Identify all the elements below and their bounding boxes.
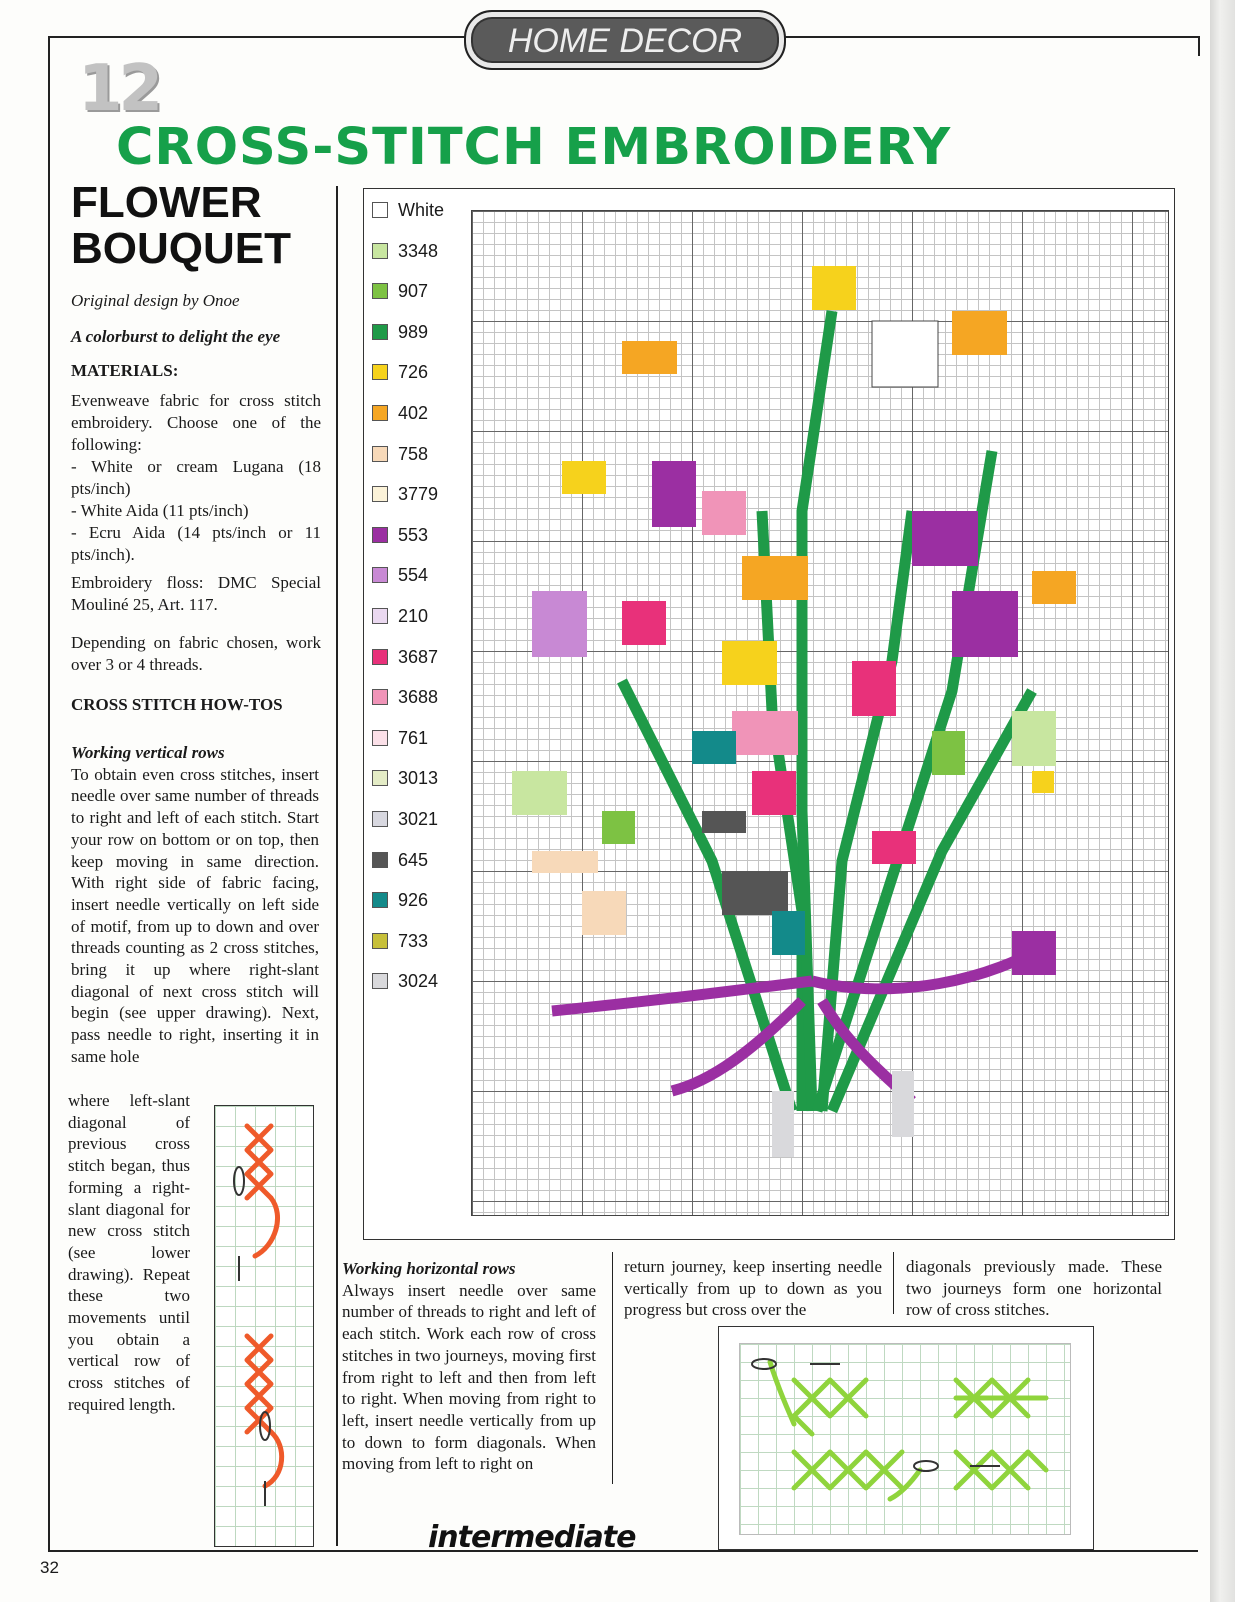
legend-color-swatch (372, 324, 388, 340)
legend-color-swatch (372, 486, 388, 502)
legend-item (372, 281, 428, 303)
legend-color-swatch (372, 973, 388, 989)
legend-label: 645 (398, 849, 429, 870)
threads-note: Depending on fabric chosen, work over 3 or 4 threads. (71, 633, 321, 674)
vertical-stitch-drawing (214, 1105, 314, 1547)
cross-stitch-pattern-grid (471, 210, 1169, 1216)
legend-item (372, 241, 438, 263)
text-column-divider (612, 1252, 613, 1484)
left-column (71, 290, 321, 724)
legend-item (372, 403, 428, 425)
legend-color-swatch (372, 649, 388, 665)
legend-color-swatch (372, 567, 388, 583)
design-credit: Original design by Onoe (71, 291, 240, 310)
legend-color-swatch (372, 283, 388, 299)
legend-label: 761 (398, 727, 429, 748)
legend-color-swatch (372, 730, 388, 746)
legend-item (372, 850, 428, 872)
legend-color-swatch (372, 243, 388, 259)
materials-option: - Ecru Aida (14 pts/inch or 11 pts/inch). (71, 523, 321, 564)
howtos-heading: CROSS STITCH HOW-TOS (71, 695, 283, 714)
legend-item (372, 971, 438, 993)
legend-label: 726 (398, 362, 429, 383)
section-tab-label: HOME DECOR (507, 22, 743, 60)
legend-item (372, 931, 428, 953)
page-title: CROSS-STITCH EMBROIDERY (116, 118, 952, 177)
legend-label: 3021 (398, 809, 439, 829)
project-number: 12 (78, 52, 160, 126)
legend-item (372, 768, 438, 790)
legend-item (372, 809, 438, 831)
legend-label: 907 (398, 281, 429, 302)
legend-item (372, 322, 428, 344)
legend-item (372, 687, 438, 709)
legend-color-swatch (372, 933, 388, 949)
section-tab (464, 10, 786, 70)
legend-item (372, 647, 438, 669)
legend-item (372, 890, 428, 912)
legend-color-swatch (372, 202, 388, 218)
legend-label: 926 (398, 890, 429, 911)
legend-item (372, 565, 428, 587)
legend-label: 553 (398, 524, 429, 545)
column-divider (336, 186, 338, 1546)
floss-note: Embroidery floss: DMC Special Mouliné 25, Art. 117. (71, 573, 321, 614)
legend-label: 3348 (398, 240, 439, 261)
horizontal-rows-text-end: diagonals previously made. These two journeys form one horizontal row of cross stitches. (906, 1257, 1162, 1320)
legend-color-swatch (372, 689, 388, 705)
materials-heading: MATERIALS: (71, 361, 179, 380)
horizontal-stitch-drawing (718, 1326, 1094, 1550)
legend-item (372, 728, 428, 750)
legend-color-swatch (372, 852, 388, 868)
horizontal-rows-section (342, 1258, 596, 1475)
materials-intro: Evenweave fabric for cross stitch embroidery. Choose one of the following: (71, 391, 321, 454)
project-name-line2: BOUQUET (71, 224, 291, 273)
horizontal-rows-text-cont: return journey, keep inserting needle vertically from up to down as you progress but cross over the (624, 1257, 882, 1320)
legend-color-swatch (372, 364, 388, 380)
vertical-rows-heading: Working vertical rows (71, 743, 225, 762)
legend-label: 402 (398, 403, 429, 423)
frame-left-rule (48, 36, 50, 1552)
project-name (71, 180, 311, 272)
legend-color-swatch (372, 892, 388, 908)
legend-label: 3024 (398, 971, 439, 992)
vertical-rows-section (71, 742, 319, 1068)
legend-color-swatch (372, 608, 388, 624)
horizontal-rows-text: Always insert needle over same number of threads to right and left of each stitch. Work each row of cross stitches in two journeys, moving first from right to left and then from left to right. When moving from right to left, insert needle vertically from up to down to form diagonals. When moving from left to right on (342, 1280, 596, 1474)
legend-item (372, 484, 438, 506)
legend-label: 3779 (398, 484, 439, 505)
legend-item (372, 525, 428, 547)
page-edge (1210, 0, 1235, 1602)
materials-option: - White or cream Lugana (18 pts/inch) (71, 457, 321, 498)
legend-label: 989 (398, 321, 429, 342)
legend-item (372, 444, 428, 466)
vertical-rows-text-cont: where left-slant diagonal of previous cross stitch began, thus forming a right-slant diagonal for new cross stitch (see lower drawing). Repeat these two movements until you obtain a vertical row of cross stitches of required length. (68, 1091, 190, 1414)
legend-color-swatch (372, 527, 388, 543)
legend-color-swatch (372, 811, 388, 827)
legend-label: 3013 (398, 768, 439, 789)
legend-color-swatch (372, 770, 388, 786)
legend-color-swatch (372, 446, 388, 462)
stitch-drawing-grid (739, 1343, 1071, 1535)
legend-label: 758 (398, 443, 429, 464)
flower-bouquet-pattern (472, 211, 1168, 1215)
skill-level-badge: intermediate (428, 1520, 636, 1555)
page-number: 32 (40, 1558, 59, 1577)
frame-right-rule (1198, 36, 1200, 56)
legend-label: White (398, 200, 445, 220)
legend-label: 3687 (398, 646, 439, 667)
text-column-divider (893, 1252, 894, 1314)
horizontal-rows-heading: Working horizontal rows (342, 1259, 516, 1278)
legend-color-swatch (372, 405, 388, 421)
legend-label: 733 (398, 930, 429, 951)
legend-item (372, 606, 428, 628)
tagline: A colorburst to delight the eye (71, 327, 281, 346)
materials-option: - White Aida (11 pts/inch) (71, 501, 249, 520)
legend-item (372, 362, 428, 384)
legend-label: 554 (398, 565, 429, 586)
legend-item (372, 200, 444, 222)
legend-label: 210 (398, 606, 429, 626)
legend-label: 3688 (398, 687, 439, 708)
project-name-line1: FLOWER (71, 178, 262, 227)
vertical-rows-text: To obtain even cross stitches, insert needle over same number of threads to right and left of each stitch. Start your row on bottom or on top, then keep moving in same direction. With right side of fabric facing, insert needle vertically on left side of motif, from up to down and over threads counting as 2 cross stitches, bring it up where right-slant diagonal of next cross stitch will begin (see upper drawing). Next, pass needle to right, inserting it in same hole (71, 764, 319, 1066)
